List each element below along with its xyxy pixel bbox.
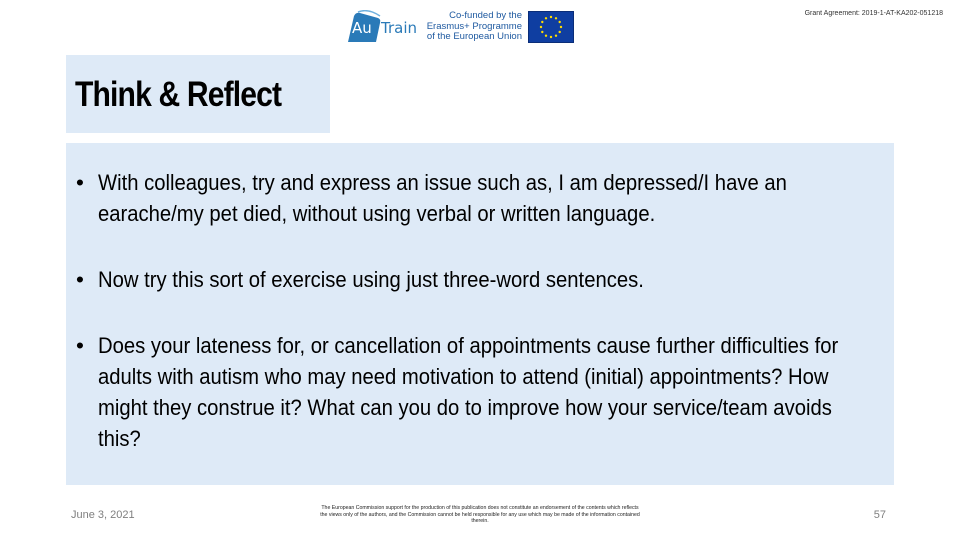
bullet-item: [66, 167, 894, 229]
cofunded-line: Co-funded by the: [449, 10, 522, 22]
cofunded-line: of the European Union: [426, 31, 522, 43]
bullet-item: [66, 330, 894, 454]
autrain-logo-train: Train: [381, 19, 417, 37]
cofunded-text: [426, 11, 522, 43]
footer-disclaimer: The European Commission support for the production of this publication does not constitute an endorsement of the contents which reflects the views only of the authors, and the Commission cannot be held responsible for any use which may be made of the information contained therein.: [320, 505, 640, 524]
slide-title: Think & Reflect: [75, 75, 282, 114]
footer-date: June 3, 2021: [71, 509, 135, 521]
bullet-text: With colleagues, try and express an issue such as, I am depressed/I have an earache/my pet died, without using verbal or written language.: [98, 170, 787, 226]
grant-agreement: Grant Agreement: 2019-1-AT-KA202-051218: [804, 10, 943, 17]
autrain-logo-icon: [346, 10, 416, 44]
cofunded-line: Erasmus+ Programme: [426, 20, 522, 32]
bullet-item: [66, 264, 894, 295]
title-box: [66, 55, 330, 133]
bullet-dot-icon: •: [76, 170, 84, 195]
bullet-list: [66, 167, 894, 489]
content-box: [66, 143, 894, 485]
header-logos: [346, 10, 574, 44]
bullet-dot-icon: •: [76, 267, 84, 292]
bullet-text: Now try this sort of exercise using just three-word sentences.: [98, 267, 644, 292]
eu-flag-icon: [528, 11, 574, 43]
page-number: 57: [873, 509, 886, 521]
bullet-text: Does your lateness for, or cancellation of appointments cause further difficulties for adults with autism who may need motivation to attend (initial) appointments? How might they construe it? What can you do to improve how your service/team avoids this?: [98, 333, 839, 451]
bullet-dot-icon: •: [76, 333, 84, 358]
autrain-logo-au: Au: [352, 19, 372, 37]
